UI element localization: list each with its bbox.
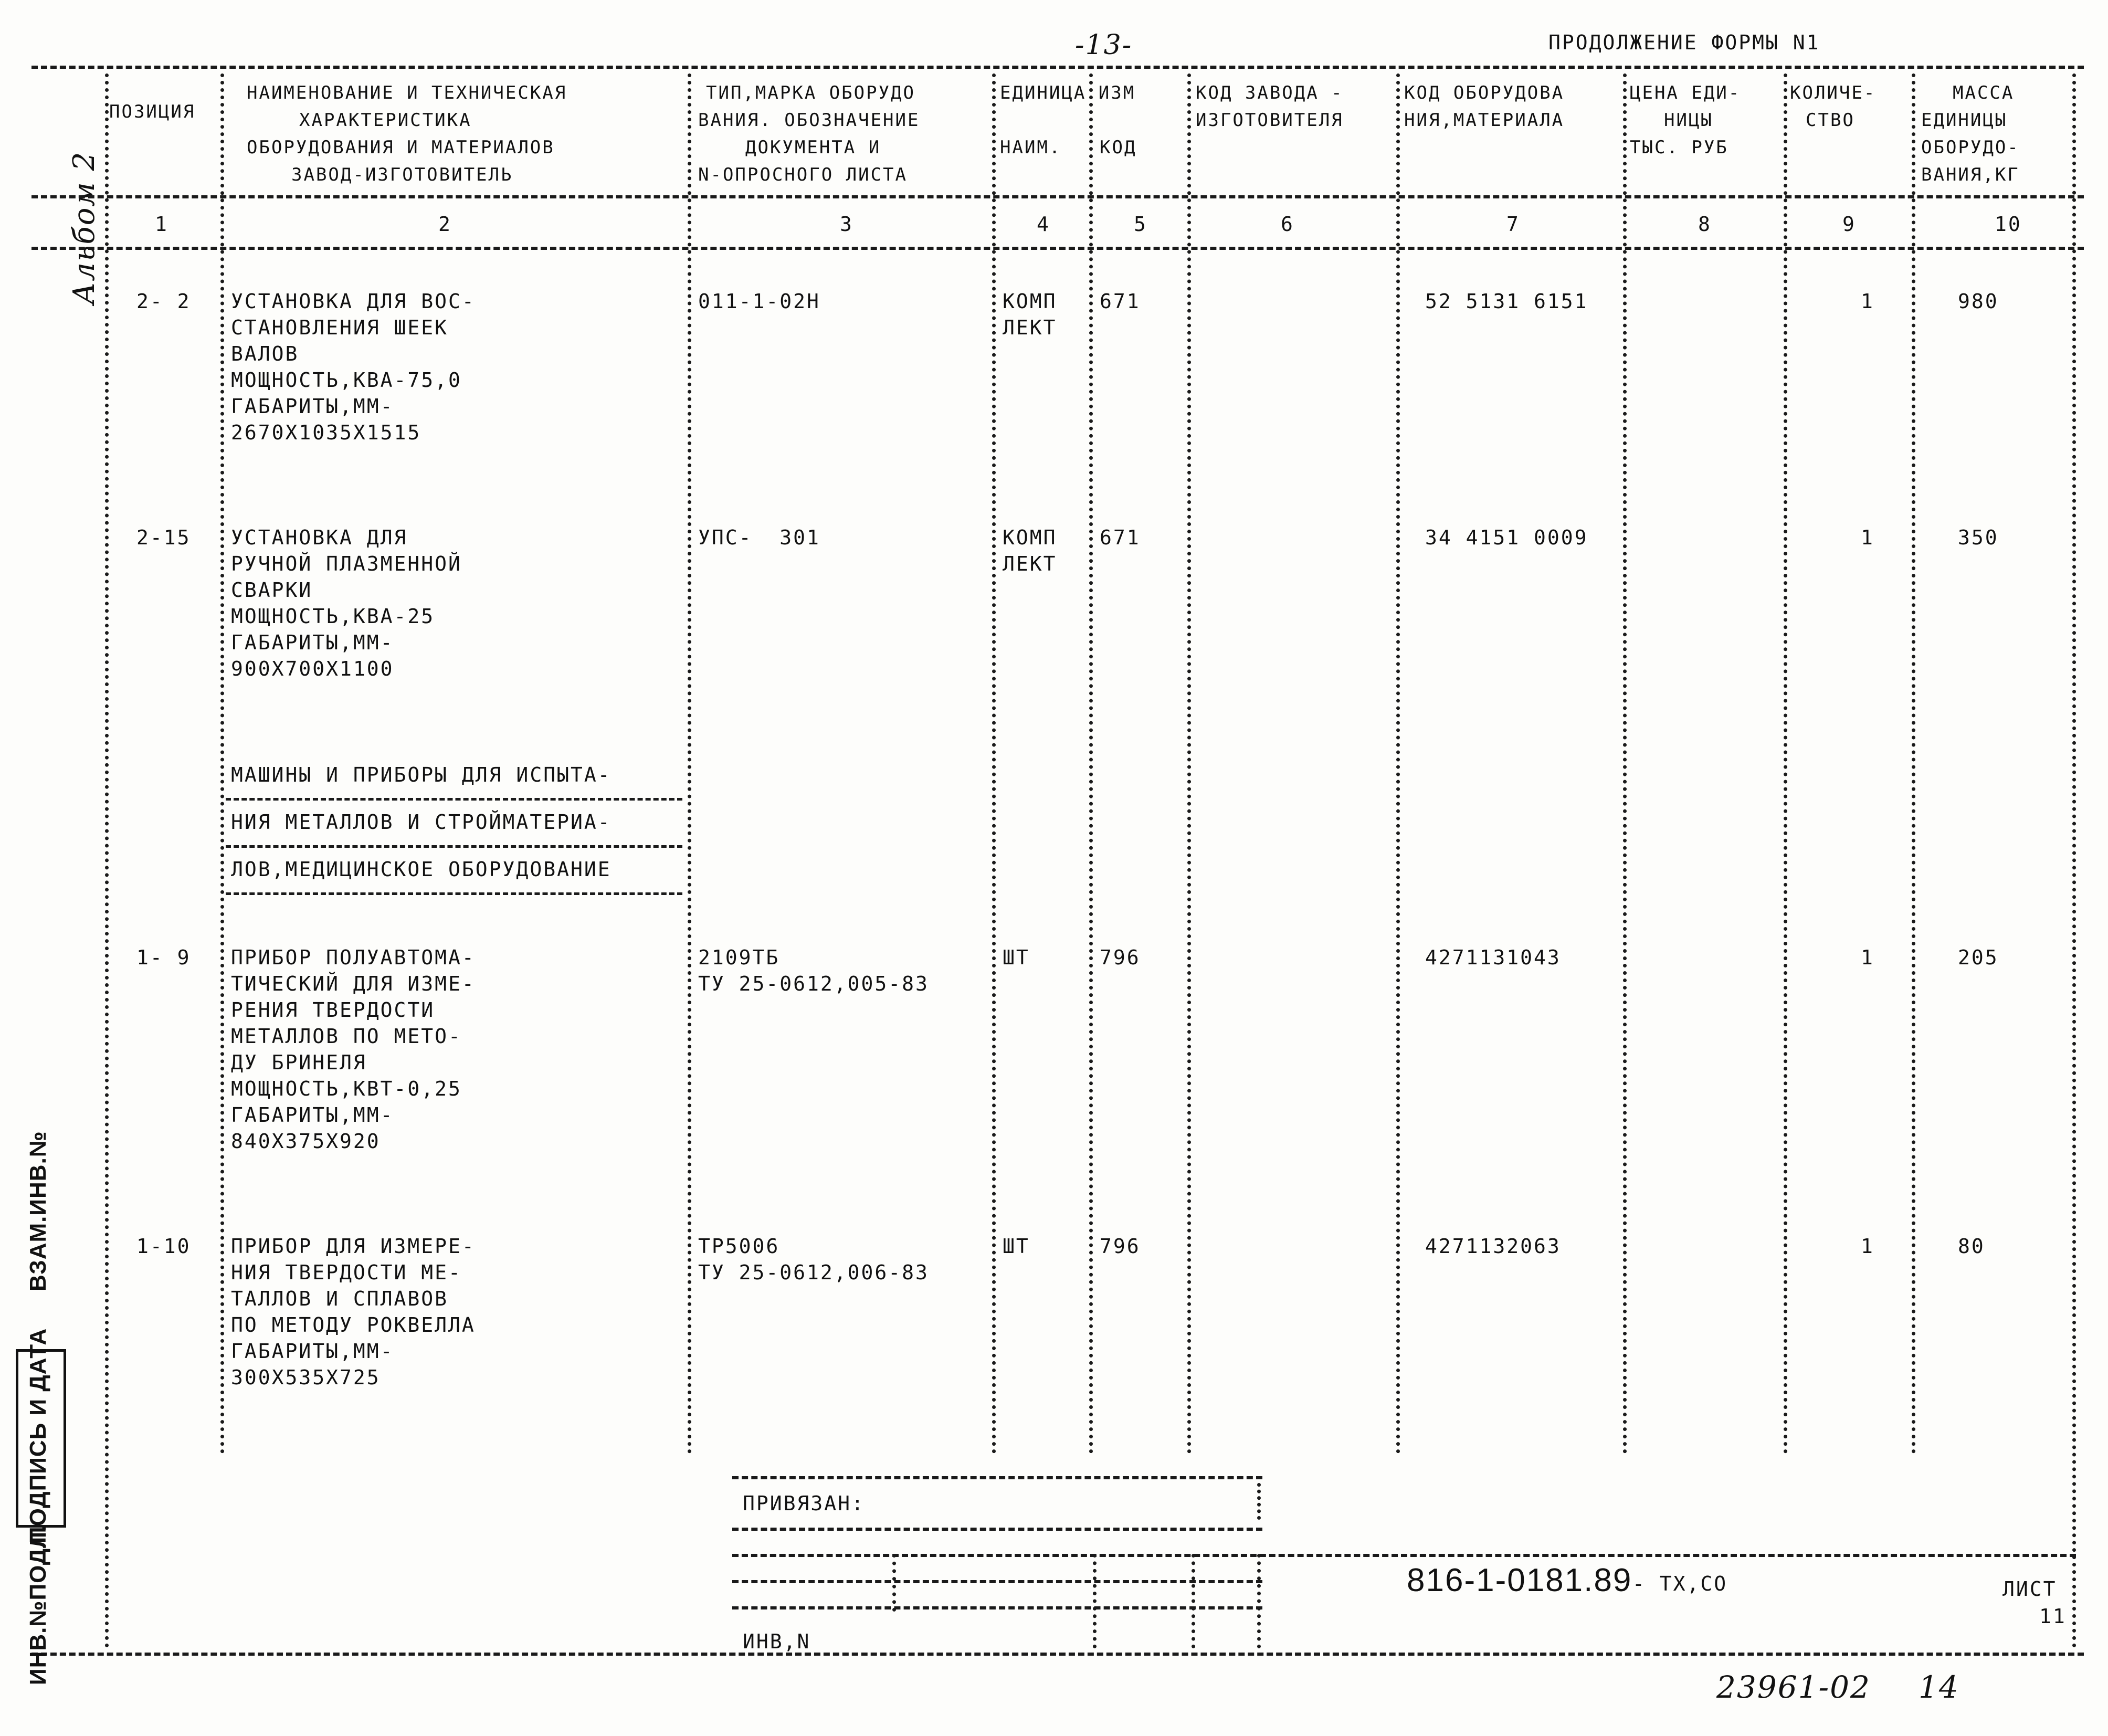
row-desc-line: МОЩНОСТЬ,КВА-25 [231,605,435,628]
row-position: 2- 2 [136,290,191,313]
col-sep-1 [105,73,109,1648]
table-top-rule [31,66,2084,69]
section-heading-line: МАШИНЫ И ПРИБОРЫ ДЛЯ ИСПЫТА- [231,763,612,786]
row-desc-line: РУЧНОЙ ПЛАЗМЕННОЙ [231,552,462,575]
col-number-5: 5 [1134,213,1147,236]
col-number-1: 1 [155,213,168,236]
col-header-10-line3: ОБОРУДО- [1921,137,2020,158]
row-unit-code: 796 [1100,946,1141,969]
col-header-10-line4: ВАНИЯ,КГ [1921,164,2020,185]
row-desc-line: РЕНИЯ ТВЕРДОСТИ [231,998,435,1022]
col-sep-7 [1396,73,1400,1454]
col-sep-9 [1784,73,1787,1454]
row-desc-line: ТАЛЛОВ И СПЛАВОВ [231,1287,449,1310]
col-sep-5 [1089,73,1093,1454]
row-equipment-code: 34 4151 0009 [1425,526,1588,549]
col-number-4: 4 [1037,213,1050,236]
row-quantity: 1 [1861,290,1874,313]
row-mass: 80 [1958,1235,1985,1258]
margin-replace-label: ВЗАМ.ИНВ.№ [25,1131,51,1291]
col-sep-6 [1187,73,1191,1454]
row-desc-line: МЕТАЛЛОВ ПО МЕТО- [231,1025,462,1048]
col-header-5-code: КОД [1100,137,1137,158]
col-header-2-line1: НАИМЕНОВАНИЕ И ТЕХНИЧЕСКАЯ [247,82,567,103]
col-header-6-line2: ИЗГОТОВИТЕЛЯ [1196,110,1344,131]
row-desc-line: ГАБАРИТЫ,ММ- [231,1340,394,1363]
stamp-sep [892,1554,896,1612]
col-number-2: 2 [438,213,452,236]
col-header-7-line1: КОД ОБОРУДОВА [1404,82,1565,103]
bound-label: ПРИВЯЗАН: [743,1492,865,1515]
stamp-rule [732,1554,2076,1557]
stamp-rule [732,1606,1262,1609]
stamp-sep [1257,1554,1261,1648]
sheet-label: ЛИСТ [2002,1577,2057,1601]
col-header-2-line2: ХАРАКТЕРИСТИКА [299,110,472,131]
row-unit: ШТ [1003,1235,1030,1258]
stamp-rule [732,1580,1262,1583]
row-type: УПС- 301 [698,526,820,549]
row-desc-line: ГАБАРИТЫ,ММ- [231,1103,394,1127]
row-type: 2109ТБ [698,946,780,969]
col-header-8-line1: ЦЕНА ЕДИ- [1630,82,1741,103]
row-desc-line: ПРИБОР ПОЛУАВТОМА- [231,946,476,969]
handwritten-page: 14 [1919,1669,1959,1705]
col-header-6-line1: КОД ЗАВОДА - [1196,82,1344,103]
col-header-2-line4: ЗАВОД-ИЗГОТОВИТЕЛЬ [291,164,513,185]
stamp-sep [1093,1554,1097,1648]
col-sep-10 [1912,73,1915,1454]
section-heading-line: НИЯ МЕТАЛЛОВ И СТРОЙМАТЕРИА- [231,811,612,834]
handwritten-code: 23961-02 [1716,1669,1871,1705]
row-desc-line: СТАНОВЛЕНИЯ ШЕЕК [231,316,449,339]
col-header-4: ЕДИНИЦА ИЗМ [1000,82,1136,103]
row-desc-line: ДУ БРИНЕЛЯ [231,1051,367,1074]
row-desc-line: ТИЧЕСКИЙ ДЛЯ ИЗМЕ- [231,972,476,995]
stamp-rule [732,1528,1262,1531]
col-header-1: ПОЗИЦИЯ [109,101,196,122]
row-mass: 980 [1958,290,1999,313]
col-number-7: 7 [1506,213,1520,236]
inventory-number-label: ИНВ,N [743,1630,811,1653]
row-desc-line: 2670Х1035Х1515 [231,421,421,444]
col-sep-11 [2072,73,2076,1648]
col-sep-4 [992,73,996,1454]
number-row-rule [31,247,2084,250]
col-header-7-line2: НИЯ,МАТЕРИАЛА [1404,110,1565,131]
row-equipment-code: 52 5131 6151 [1425,290,1588,313]
row-desc-line: ПРИБОР ДЛЯ ИЗМЕРЕ- [231,1235,476,1258]
row-desc-line: ГАБАРИТЫ,ММ- [231,631,394,654]
row-desc-line: 900Х700Х1100 [231,657,394,680]
row-type: 011-1-02Н [698,290,820,313]
col-header-9-line2: СТВО [1806,110,1855,131]
col-sep-2 [220,73,224,1454]
col-header-4-name: НАИМ. [1000,137,1062,158]
row-unit-code: 671 [1100,526,1141,549]
row-type: ТР5006 [698,1235,780,1258]
document-code: 816-1-0181.89 [1407,1562,1632,1598]
row-quantity: 1 [1861,526,1874,549]
row-unit: КОМП [1003,290,1057,313]
row-type: ТУ 25-0612,006-83 [698,1261,929,1284]
row-unit-code: 671 [1100,290,1141,313]
album-label: Альбом 2 [67,151,101,304]
col-header-3-line2: ВАНИЯ. ОБОЗНАЧЕНИЕ [698,110,920,131]
col-header-2-line3: ОБОРУДОВАНИЯ И МАТЕРИАЛОВ [247,137,555,158]
stamp-sep [1257,1483,1261,1520]
row-desc-line: ГАБАРИТЫ,ММ- [231,395,394,418]
row-unit-code: 796 [1100,1235,1141,1258]
col-number-6: 6 [1281,213,1294,236]
section-divider [226,798,682,801]
margin-signature-label: ПОДПИСЬ И ДАТА [25,1328,51,1543]
row-unit: КОМП [1003,526,1057,549]
row-quantity: 1 [1861,946,1874,969]
form-continuation-label: ПРОДОЛЖЕНИЕ ФОРМЫ N1 [1548,31,1820,54]
col-header-3-line1: ТИП,МАРКА ОБОРУДО [706,82,915,103]
margin-inventory-label: ИНВ.№ПОДЛ. [25,1524,51,1685]
row-desc-line: 300Х535Х725 [231,1366,381,1389]
row-equipment-code: 4271131043 [1425,946,1561,969]
row-unit: ЛЕКТ [1003,316,1057,339]
col-sep-3 [688,73,691,1454]
row-equipment-code: 4271132063 [1425,1235,1561,1258]
header-rule [31,195,2084,198]
page-number: -13- [1075,29,1133,61]
row-mass: 205 [1958,946,1999,969]
col-number-3: 3 [840,213,853,236]
row-desc-line: ПО МЕТОДУ РОКВЕЛЛА [231,1313,476,1337]
row-desc-line: ВАЛОВ [231,342,299,365]
row-quantity: 1 [1861,1235,1874,1258]
row-desc-line: УСТАНОВКА ДЛЯ ВОС- [231,290,476,313]
col-header-10-line2: ЕДИНИЦЫ [1921,110,2008,131]
row-position: 1-10 [136,1235,191,1258]
col-header-10-line1: МАССА [1953,82,2015,103]
row-position: 1- 9 [136,946,191,969]
document-suffix: - ТХ,СО [1632,1572,1728,1595]
col-header-8-line3: ТЫС. РУБ [1630,137,1728,158]
row-desc-line: 840Х375Х920 [231,1130,381,1153]
row-desc-line: СВАРКИ [231,578,313,602]
col-header-3-line3: ДОКУМЕНТА И [745,137,881,158]
table-bottom-rule [31,1653,2084,1656]
stamp-sep [1192,1554,1195,1648]
row-desc-line: МОЩНОСТЬ,КВА-75,0 [231,369,462,392]
row-desc-line: МОЩНОСТЬ,КВТ-0,25 [231,1077,462,1100]
col-header-9-line1: КОЛИЧЕ- [1790,82,1877,103]
row-position: 2-15 [136,526,191,549]
row-desc-line: НИЯ ТВЕРДОСТИ МЕ- [231,1261,462,1284]
col-number-8: 8 [1698,213,1712,236]
row-unit: ЛЕКТ [1003,552,1057,575]
col-sep-8 [1623,73,1627,1454]
col-number-10: 10 [1995,213,2022,236]
stamp-rule [732,1476,1262,1479]
col-header-3-line4: N-ОПРОСНОГО ЛИСТА [698,164,908,185]
section-heading-line: ЛОВ,МЕДИЦИНСКОЕ ОБОРУДОВАНИЕ [231,858,612,881]
sheet-number: 11 [2039,1605,2067,1628]
row-desc-line: УСТАНОВКА ДЛЯ [231,526,408,549]
section-divider [226,845,682,848]
row-type: ТУ 25-0612,005-83 [698,972,929,995]
row-unit: ШТ [1003,946,1030,969]
col-number-9: 9 [1842,213,1856,236]
section-divider [226,892,682,895]
row-mass: 350 [1958,526,1999,549]
col-header-8-line2: НИЦЫ [1664,110,1713,131]
